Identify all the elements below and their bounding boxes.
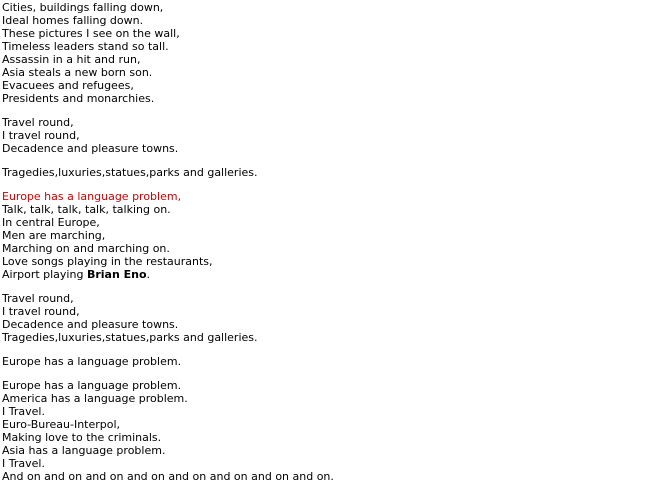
- lyric-line: In central Europe,: [2, 216, 100, 229]
- lyric-line: Decadence and pleasure towns.: [2, 318, 179, 331]
- lyric-line: Tragedies,luxuries,statues,parks and galleries.: [2, 331, 258, 344]
- lyric-line: These pictures I see on the wall,: [2, 27, 180, 40]
- lyric-line: America has a language problem.: [2, 392, 188, 405]
- lyric-line: Making love to the criminals.: [2, 431, 162, 444]
- lyric-line: Marching on and marching on.: [2, 242, 170, 255]
- stanza-7: [2, 379, 652, 483]
- lyric-line: Presidents and monarchies.: [2, 92, 155, 105]
- lyric-line: And on and on and on and on and on and on and on and on.: [2, 470, 334, 483]
- highlighted-lyric-line: Europe has a language problem,: [2, 190, 182, 203]
- lyric-line: I travel round,: [2, 129, 80, 142]
- lyric-line: Asia has a language problem.: [2, 444, 166, 457]
- lyric-line: Euro-Bureau-Interpol,: [2, 418, 121, 431]
- lyrics-text: [2, 1, 652, 494]
- stanza-1: [2, 1, 652, 105]
- lyric-line: Cities, buildings falling down,: [2, 1, 164, 14]
- stanza-2: [2, 116, 652, 155]
- lyric-line: I travel round,: [2, 305, 80, 318]
- lyric-line: Europe has a language problem.: [2, 355, 182, 368]
- stanza-3: [2, 166, 652, 179]
- lyric-line: I Travel.: [2, 457, 45, 470]
- airport-prefix: Airport playing: [2, 268, 87, 281]
- lyric-line: Love songs playing in the restaurants,: [2, 255, 213, 268]
- lyric-line: Evacuees and refugees,: [2, 79, 134, 92]
- lyric-line: Europe has a language problem.: [2, 379, 182, 392]
- lyric-line: Assassin in a hit and run,: [2, 53, 141, 66]
- lyric-line: Tragedies,luxuries,statues,parks and galleries.: [2, 166, 258, 179]
- stanza-5: [2, 292, 652, 344]
- lyric-line: Travel round,: [2, 292, 74, 305]
- stanza-6: [2, 355, 652, 368]
- lyric-line: Travel round,: [2, 116, 74, 129]
- lyric-line-airport: [2, 268, 652, 281]
- lyric-line: Decadence and pleasure towns.: [2, 142, 179, 155]
- airport-suffix: .: [146, 268, 151, 281]
- artist-name: Brian Eno: [86, 268, 147, 281]
- lyric-line: I Travel.: [2, 405, 45, 418]
- lyric-line: Talk, talk, talk, talk, talking on.: [2, 203, 171, 216]
- lyric-line: Ideal homes falling down.: [2, 14, 144, 27]
- stanza-4: [2, 190, 652, 281]
- lyric-line: Timeless leaders stand so tall.: [2, 40, 169, 53]
- lyric-line: Men are marching,: [2, 229, 106, 242]
- lyric-line: Asia steals a new born son.: [2, 66, 153, 79]
